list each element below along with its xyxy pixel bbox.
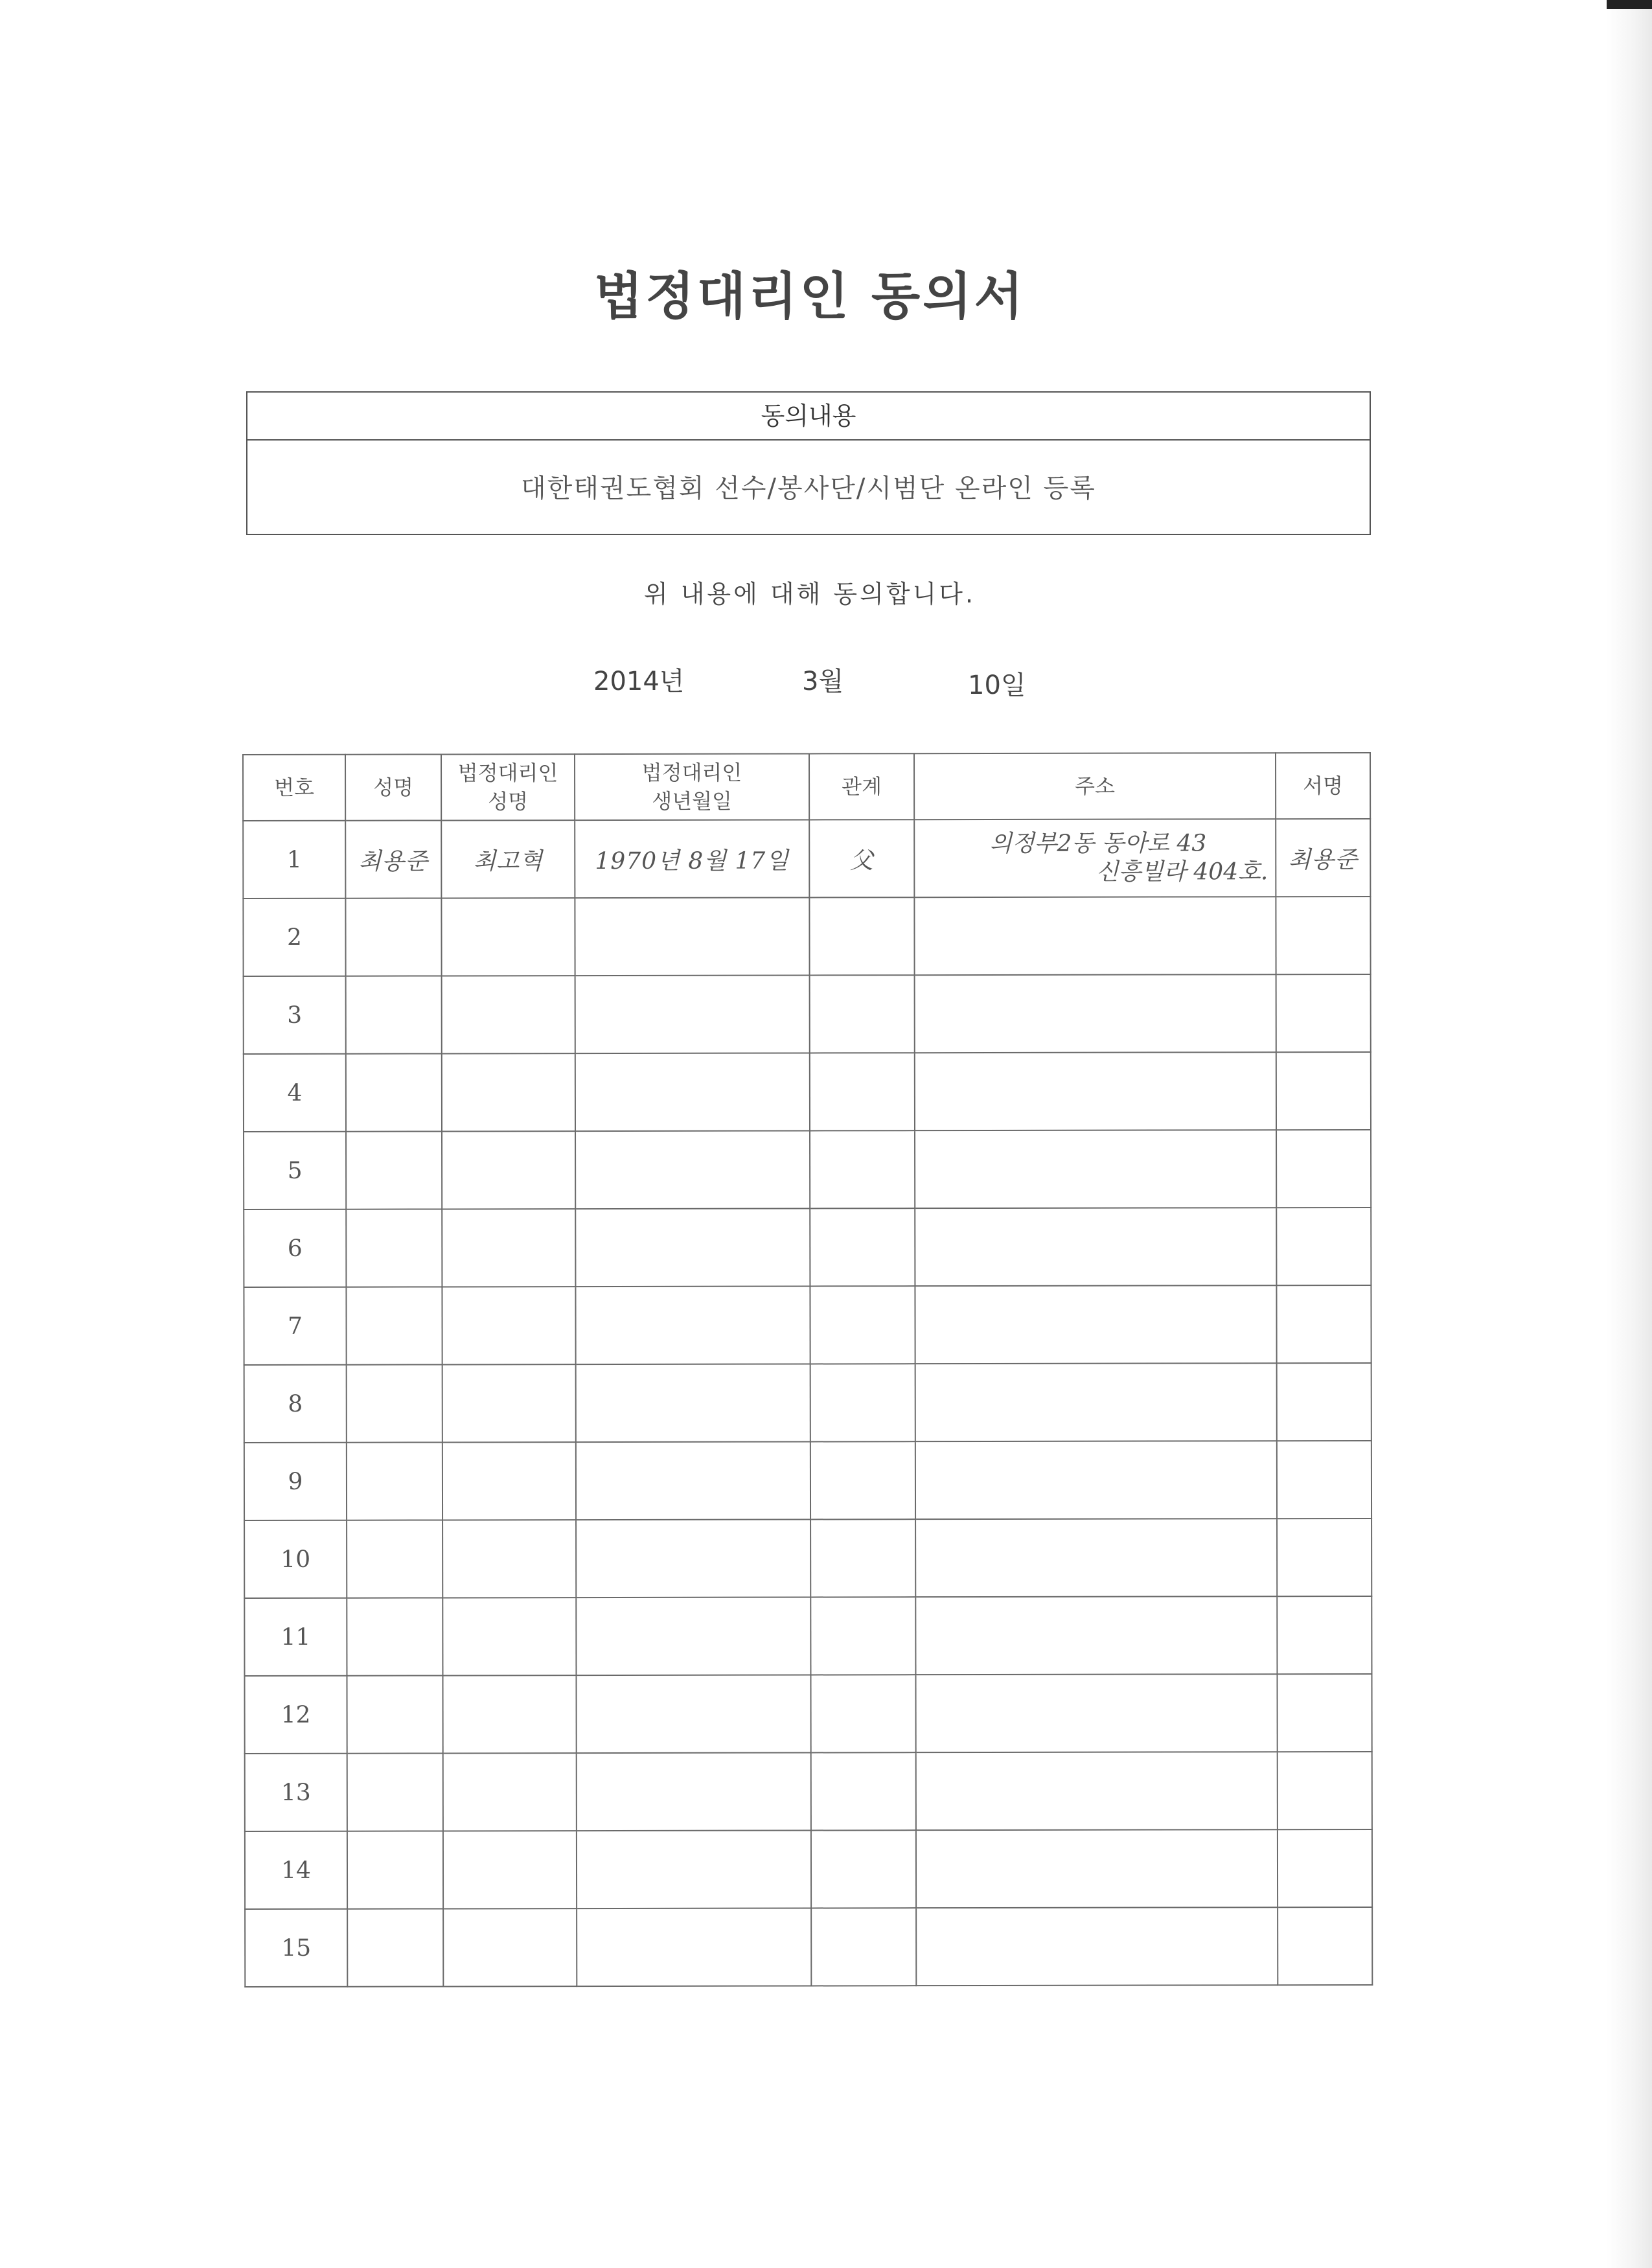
row-number: 11: [244, 1598, 347, 1676]
cell-empty: [1278, 1752, 1372, 1829]
roster-table: [242, 752, 1373, 1987]
cell-empty: [347, 1753, 443, 1831]
header-name: 성명: [345, 754, 441, 820]
consent-text: 대한태권도협회 선수/봉사단/시범단 온라인 등록: [521, 474, 1096, 503]
cell-empty: [915, 1518, 1277, 1597]
cell-empty: [443, 1908, 577, 1986]
cell-empty: [347, 1520, 442, 1598]
cell-empty: [442, 1598, 576, 1675]
cell-empty: [442, 1131, 575, 1209]
header-address: 주소: [914, 753, 1276, 819]
cell-empty: [1277, 1674, 1371, 1752]
cell-empty: [346, 1287, 442, 1364]
table-row: [245, 1907, 1372, 1987]
page-edge-shadow: [1607, 0, 1652, 2268]
table-row: [245, 1752, 1372, 1831]
cell-empty: [442, 1520, 576, 1598]
cell-empty: [810, 1675, 915, 1752]
table-row: [244, 974, 1371, 1054]
guardian-birthdate: 1970년 8월 17일: [575, 819, 809, 898]
cell-empty: [810, 1053, 915, 1130]
date-day: 10일: [968, 670, 1026, 700]
table-row: [245, 1829, 1372, 1909]
cell-empty: [915, 1208, 1276, 1286]
table-row: [243, 897, 1370, 976]
header-guardian-name-line1: 법정대리인: [457, 761, 558, 786]
cell-empty: [915, 1596, 1277, 1675]
cell-empty: [347, 1442, 442, 1520]
cell-empty: [811, 1908, 916, 1986]
cell-empty: [811, 1752, 916, 1830]
row-number: 12: [244, 1676, 347, 1754]
cell-empty: [1278, 1829, 1372, 1907]
cell-empty: [575, 1130, 810, 1209]
cell-empty: [577, 1830, 811, 1908]
row-number: 13: [245, 1754, 347, 1831]
header-guardian-name-line2: 성명: [488, 789, 529, 814]
table-row: [244, 1052, 1371, 1132]
cell-empty: [916, 1907, 1278, 1986]
row-number: 1: [243, 821, 345, 899]
cell-empty: [347, 1598, 442, 1675]
cell-empty: [915, 974, 1276, 1053]
cell-empty: [1278, 1907, 1372, 1985]
cell-empty: [575, 975, 810, 1053]
table-row: [243, 819, 1370, 899]
row-number: 7: [244, 1287, 346, 1365]
cell-empty: [1276, 1285, 1371, 1363]
consent-box: [246, 391, 1371, 535]
table-row: [244, 1441, 1371, 1520]
date-year: 2014년: [593, 667, 685, 696]
table-row: [244, 1596, 1371, 1676]
cell-empty: [810, 1208, 915, 1286]
cell-empty: [810, 1441, 915, 1519]
cell-empty: [347, 1831, 443, 1908]
header-signature: 서명: [1276, 753, 1370, 819]
consent-header: 동의내용: [247, 393, 1370, 441]
cell-empty: [1277, 1441, 1371, 1518]
cell-empty: [915, 1674, 1277, 1752]
cell-empty: [443, 1753, 577, 1831]
cell-empty: [810, 975, 915, 1053]
cell-empty: [346, 1209, 442, 1287]
cell-empty: [577, 1752, 811, 1831]
cell-empty: [442, 1053, 575, 1131]
cell-empty: [346, 1131, 442, 1209]
address: [914, 819, 1276, 897]
row-number: 6: [244, 1209, 346, 1287]
cell-empty: [1276, 897, 1370, 974]
cell-empty: [441, 898, 575, 976]
cell-empty: [575, 1286, 810, 1364]
cell-empty: [442, 1287, 575, 1364]
cell-empty: [810, 1364, 915, 1441]
cell-empty: [809, 897, 914, 975]
cell-empty: [914, 897, 1276, 975]
cell-empty: [1276, 1130, 1371, 1208]
date-month: 3월: [802, 667, 844, 696]
header-guardian-birth-line2: 생년월일: [652, 788, 732, 814]
cell-empty: [347, 1364, 442, 1442]
address-line1: 의정부2동 동아로 43: [989, 830, 1207, 857]
cell-empty: [575, 897, 809, 976]
cell-empty: [442, 1442, 576, 1520]
table-row: [244, 1674, 1371, 1754]
row-number: 14: [245, 1831, 347, 1909]
row-number: 15: [245, 1909, 347, 1987]
address-line2: 신흥빌라 404호.: [1096, 858, 1268, 886]
cell-empty: [442, 1364, 576, 1442]
row-number: 3: [244, 976, 346, 1054]
cell-empty: [915, 1285, 1276, 1364]
cell-empty: [576, 1675, 810, 1753]
cell-empty: [347, 1675, 442, 1753]
header-relation: 관계: [809, 753, 914, 819]
cell-empty: [345, 898, 441, 976]
cell-empty: [1277, 1363, 1371, 1441]
table-row: [244, 1130, 1371, 1209]
cell-empty: [576, 1597, 810, 1675]
cell-empty: [810, 1130, 915, 1208]
relation: 父: [809, 819, 914, 897]
cell-empty: [577, 1908, 811, 1986]
table-row: [244, 1208, 1371, 1287]
signature: 최용준: [1276, 819, 1370, 897]
table-row: [244, 1518, 1371, 1598]
cell-empty: [915, 1052, 1276, 1130]
table-header-row: [243, 753, 1370, 821]
row-number: 5: [244, 1132, 346, 1209]
table-row: [244, 1285, 1371, 1365]
cell-empty: [575, 1053, 810, 1131]
agree-statement: 위 내용에 대해 동의합니다.: [643, 580, 976, 608]
cell-empty: [442, 976, 575, 1053]
scan-corner-mark: [1607, 0, 1652, 9]
cell-empty: [576, 1441, 810, 1520]
document-title: 법정대리인 동의서: [594, 268, 1026, 326]
cell-empty: [575, 1208, 810, 1287]
cell-empty: [811, 1830, 916, 1908]
cell-empty: [576, 1519, 810, 1598]
cell-empty: [576, 1364, 810, 1442]
cell-empty: [810, 1519, 915, 1597]
row-number: 10: [244, 1520, 347, 1598]
cell-empty: [916, 1752, 1278, 1830]
table-row: [244, 1363, 1371, 1443]
header-guardian-birth: [575, 753, 809, 820]
guardian-name: 최고혁: [441, 820, 575, 898]
cell-empty: [443, 1831, 577, 1908]
header-guardian-birth-line1: 법정대리인: [641, 760, 742, 785]
cell-empty: [915, 1363, 1277, 1441]
cell-empty: [1277, 1518, 1371, 1596]
cell-empty: [915, 1441, 1277, 1519]
header-guardian-name: [441, 754, 575, 820]
cell-empty: [1277, 1596, 1371, 1674]
cell-empty: [1276, 1052, 1371, 1130]
header-no: 번호: [243, 755, 345, 821]
cell-empty: [810, 1286, 915, 1364]
row-number: 2: [243, 899, 345, 976]
cell-empty: [916, 1829, 1278, 1908]
cell-empty: [810, 1597, 915, 1675]
cell-empty: [442, 1209, 575, 1287]
row-number: 4: [244, 1054, 346, 1132]
cell-empty: [442, 1675, 576, 1753]
row-number: 9: [244, 1443, 347, 1520]
cell-empty: [347, 1908, 443, 1986]
cell-empty: [1276, 1208, 1371, 1285]
cell-empty: [346, 1053, 442, 1131]
row-number: 8: [244, 1365, 347, 1443]
student-name: 최용준: [345, 820, 441, 898]
cell-empty: [915, 1130, 1276, 1208]
cell-empty: [346, 976, 442, 1053]
cell-empty: [1276, 974, 1371, 1052]
